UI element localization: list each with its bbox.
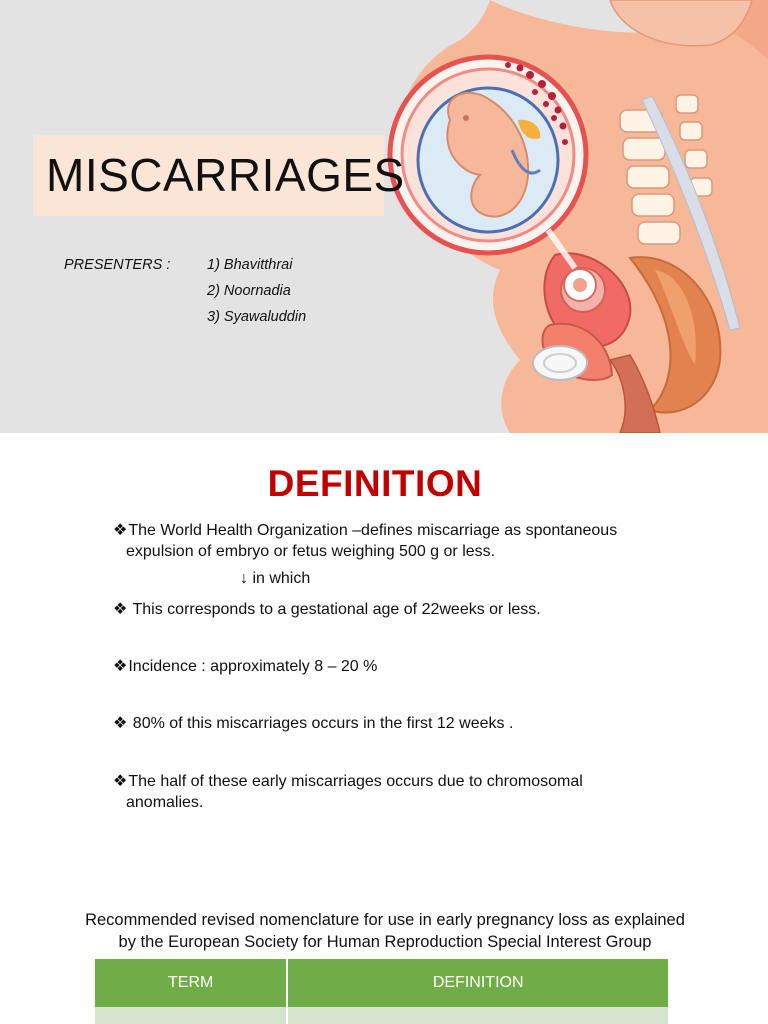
bullet-text: 80% of this miscarriages occurs in the first 12 weeks . <box>128 715 514 732</box>
bullet-text: Incidence : approximately 8 – 20 % <box>128 658 378 675</box>
slide-title: MISCARRIAGES <box>46 149 405 201</box>
presenter-item: 1) Bhavitthrai <box>207 257 293 273</box>
table-row <box>95 1007 668 1024</box>
bullet-item <box>113 520 713 562</box>
column-header-term: TERM <box>95 959 287 1007</box>
table-header-row <box>95 959 668 1007</box>
bullet-text: The World Health Organization –defines miscarriage as spontaneous <box>128 522 618 539</box>
bullet-text: This corresponds to a gestational age of 22weeks or less. <box>128 601 541 618</box>
bullet-marker-icon: ❖ <box>113 522 128 539</box>
bullet-marker-icon: ❖ <box>113 601 128 618</box>
nomenclature-line: Recommended revised nomenclature for use in early pregnancy loss as explained <box>85 911 685 929</box>
presenters-label: PRESENTERS : <box>64 257 171 273</box>
presenter-item: 2) Noornadia <box>207 283 291 299</box>
presenter-item: 3) Syawaluddin <box>207 309 307 325</box>
pregnancy-anatomy-illustration <box>380 0 768 433</box>
bullet-item <box>113 771 713 813</box>
nomenclature-table <box>95 959 668 1024</box>
nomenclature-line: by the European Society for Human Reproduction Special Interest Group <box>118 933 652 951</box>
bullet-text-continued: expulsion of embryo or fetus weighing 500 g or less. <box>126 543 496 560</box>
bullet-marker-icon: ❖ <box>113 658 128 675</box>
bullet-item <box>113 713 713 734</box>
definition-heading: DEFINITION <box>267 463 483 504</box>
arrow-note: ↓ in which <box>240 570 311 587</box>
table-cell <box>95 1007 287 1024</box>
bullet-marker-icon: ❖ <box>113 773 128 790</box>
title-slide <box>0 0 768 433</box>
bullet-marker-icon: ❖ <box>113 715 128 732</box>
bullet-item <box>113 656 713 677</box>
table-cell <box>287 1007 668 1024</box>
nomenclature-caption <box>40 909 730 953</box>
column-header-definition: DEFINITION <box>287 959 668 1007</box>
bullet-text: The half of these early miscarriages occurs due to chromosomal <box>128 773 583 790</box>
bullet-item <box>113 599 713 620</box>
definition-slide <box>0 433 768 1024</box>
bullet-text-continued: anomalies. <box>126 794 204 811</box>
title-box <box>33 135 405 216</box>
